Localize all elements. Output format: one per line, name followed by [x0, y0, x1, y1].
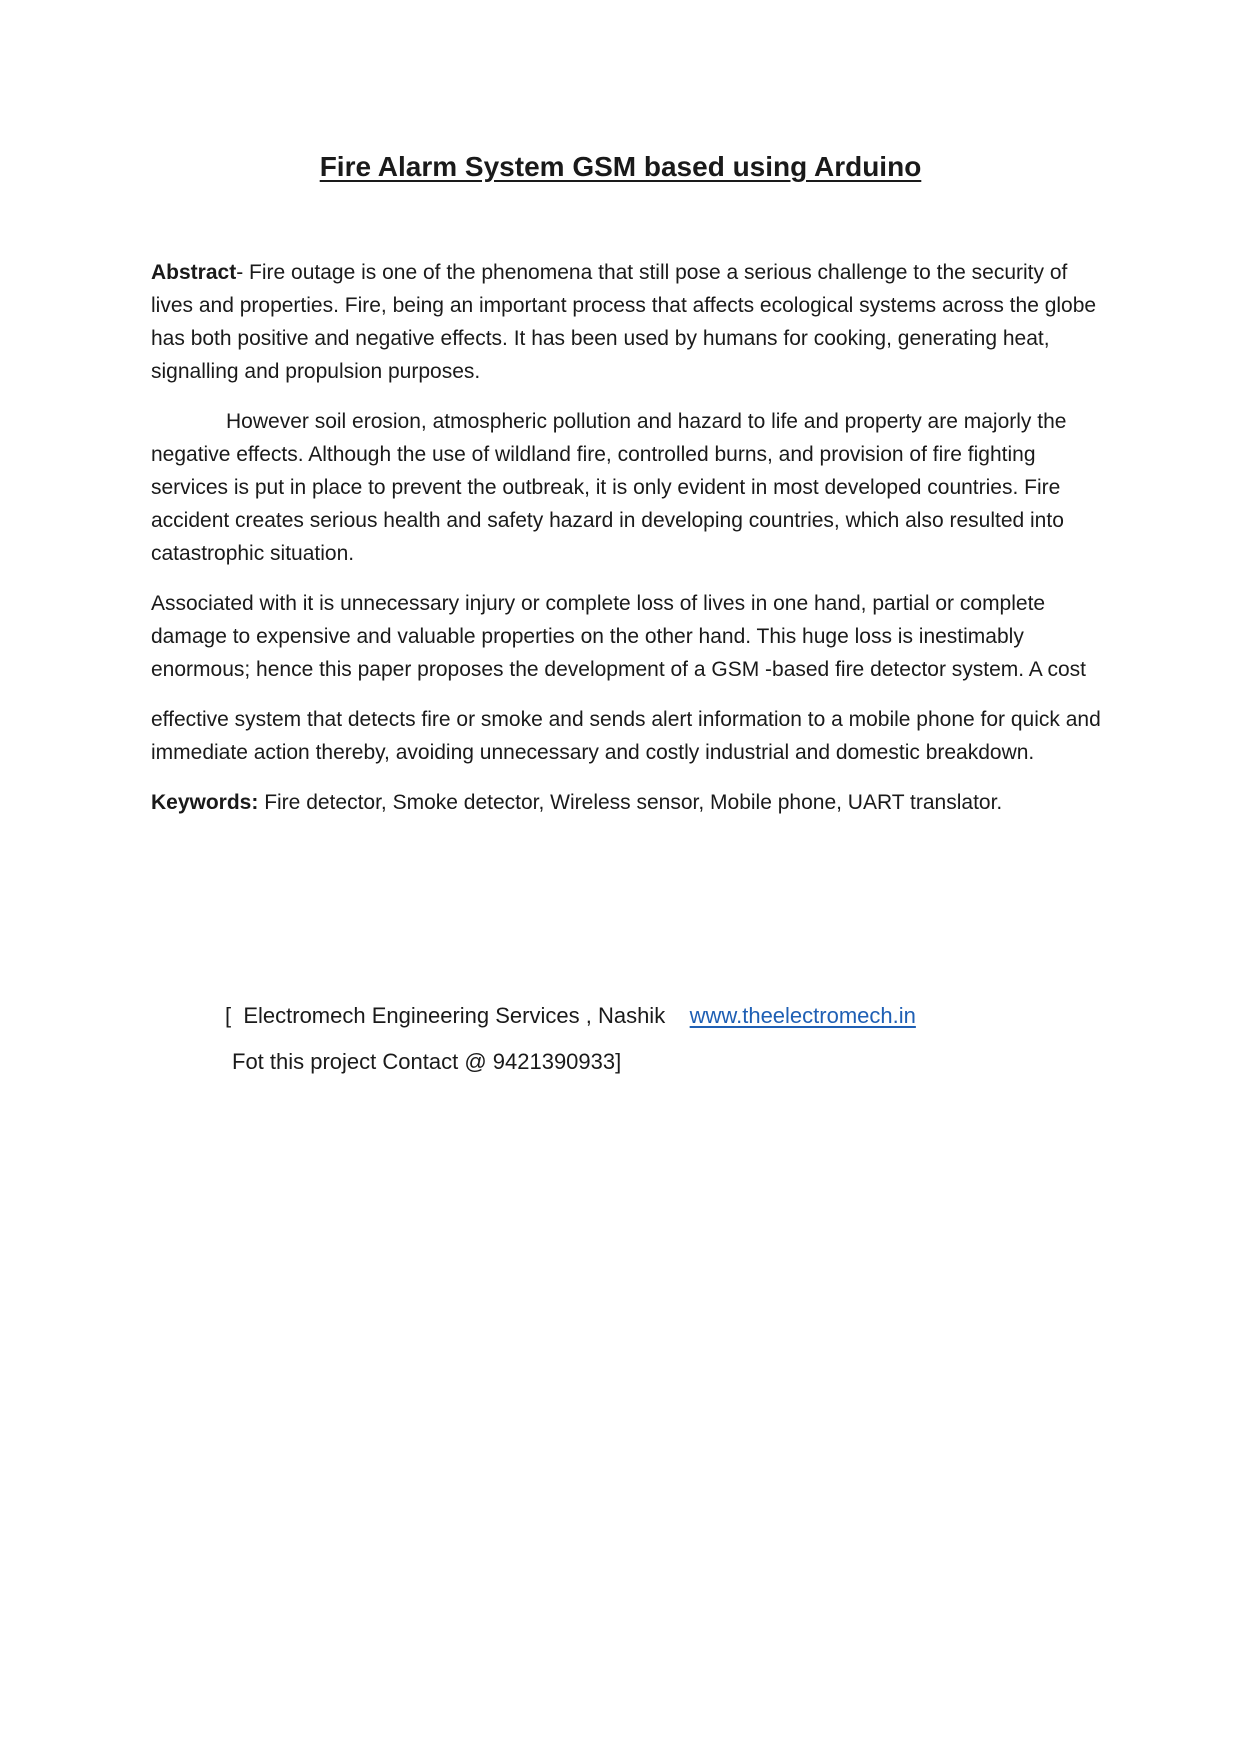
- paragraph-4: effective system that detects fire or smoke and sends alert information to a mobile phone for quick and immediate action thereby, avoiding unnecessary and costly industrial and domestic breakdown.: [151, 708, 1101, 764]
- abstract-label: Abstract: [151, 261, 237, 284]
- document-body: [151, 256, 1101, 836]
- document-title: Fire Alarm System GSM based using Arduino: [319, 151, 922, 182]
- keywords-paragraph: [151, 786, 1101, 819]
- contact-line: Fot this project Contact @ 9421390933]: [232, 1049, 622, 1074]
- keywords-text: Fire detector, Smoke detector, Wireless sensor, Mobile phone, UART translator.: [258, 791, 1003, 814]
- abstract-text: - Fire outage is one of the phenomena that still pose a serious challenge to the security of lives and properties. Fire, being an important process that affects ecological systems across the globe has both positive and negative effects. It has been used by humans for cooking, generating heat, signalling and propulsion purposes.: [151, 261, 1097, 383]
- contact-footer: [225, 999, 916, 1079]
- website-link[interactable]: www.theelectromech.in: [689, 1003, 916, 1028]
- paragraph-3: Associated with it is unnecessary injury or complete loss of lives in one hand, partial or complete damage to expensive and valuable properties on the other hand. This huge loss is inestimably enormous; hence this paper proposes the development of a GSM -based fire detector system. A cost: [151, 592, 1087, 681]
- abstract-paragraph: [151, 256, 1101, 388]
- company-line: [225, 999, 916, 1033]
- company-name: [ Electromech Engineering Services , Nashik: [225, 1003, 690, 1028]
- paragraph-2: However soil erosion, atmospheric pollution and hazard to life and property are majorly the negative effects. Although the use of wildland fire, controlled burns, and provision of fire fighting services is put in place to prevent the outbreak, it is only evident in most developed countries. Fire accident creates serious health and safety hazard in developing countries, which also resulted into catastrophic situation.: [151, 410, 1067, 565]
- keywords-label: Keywords:: [151, 791, 259, 814]
